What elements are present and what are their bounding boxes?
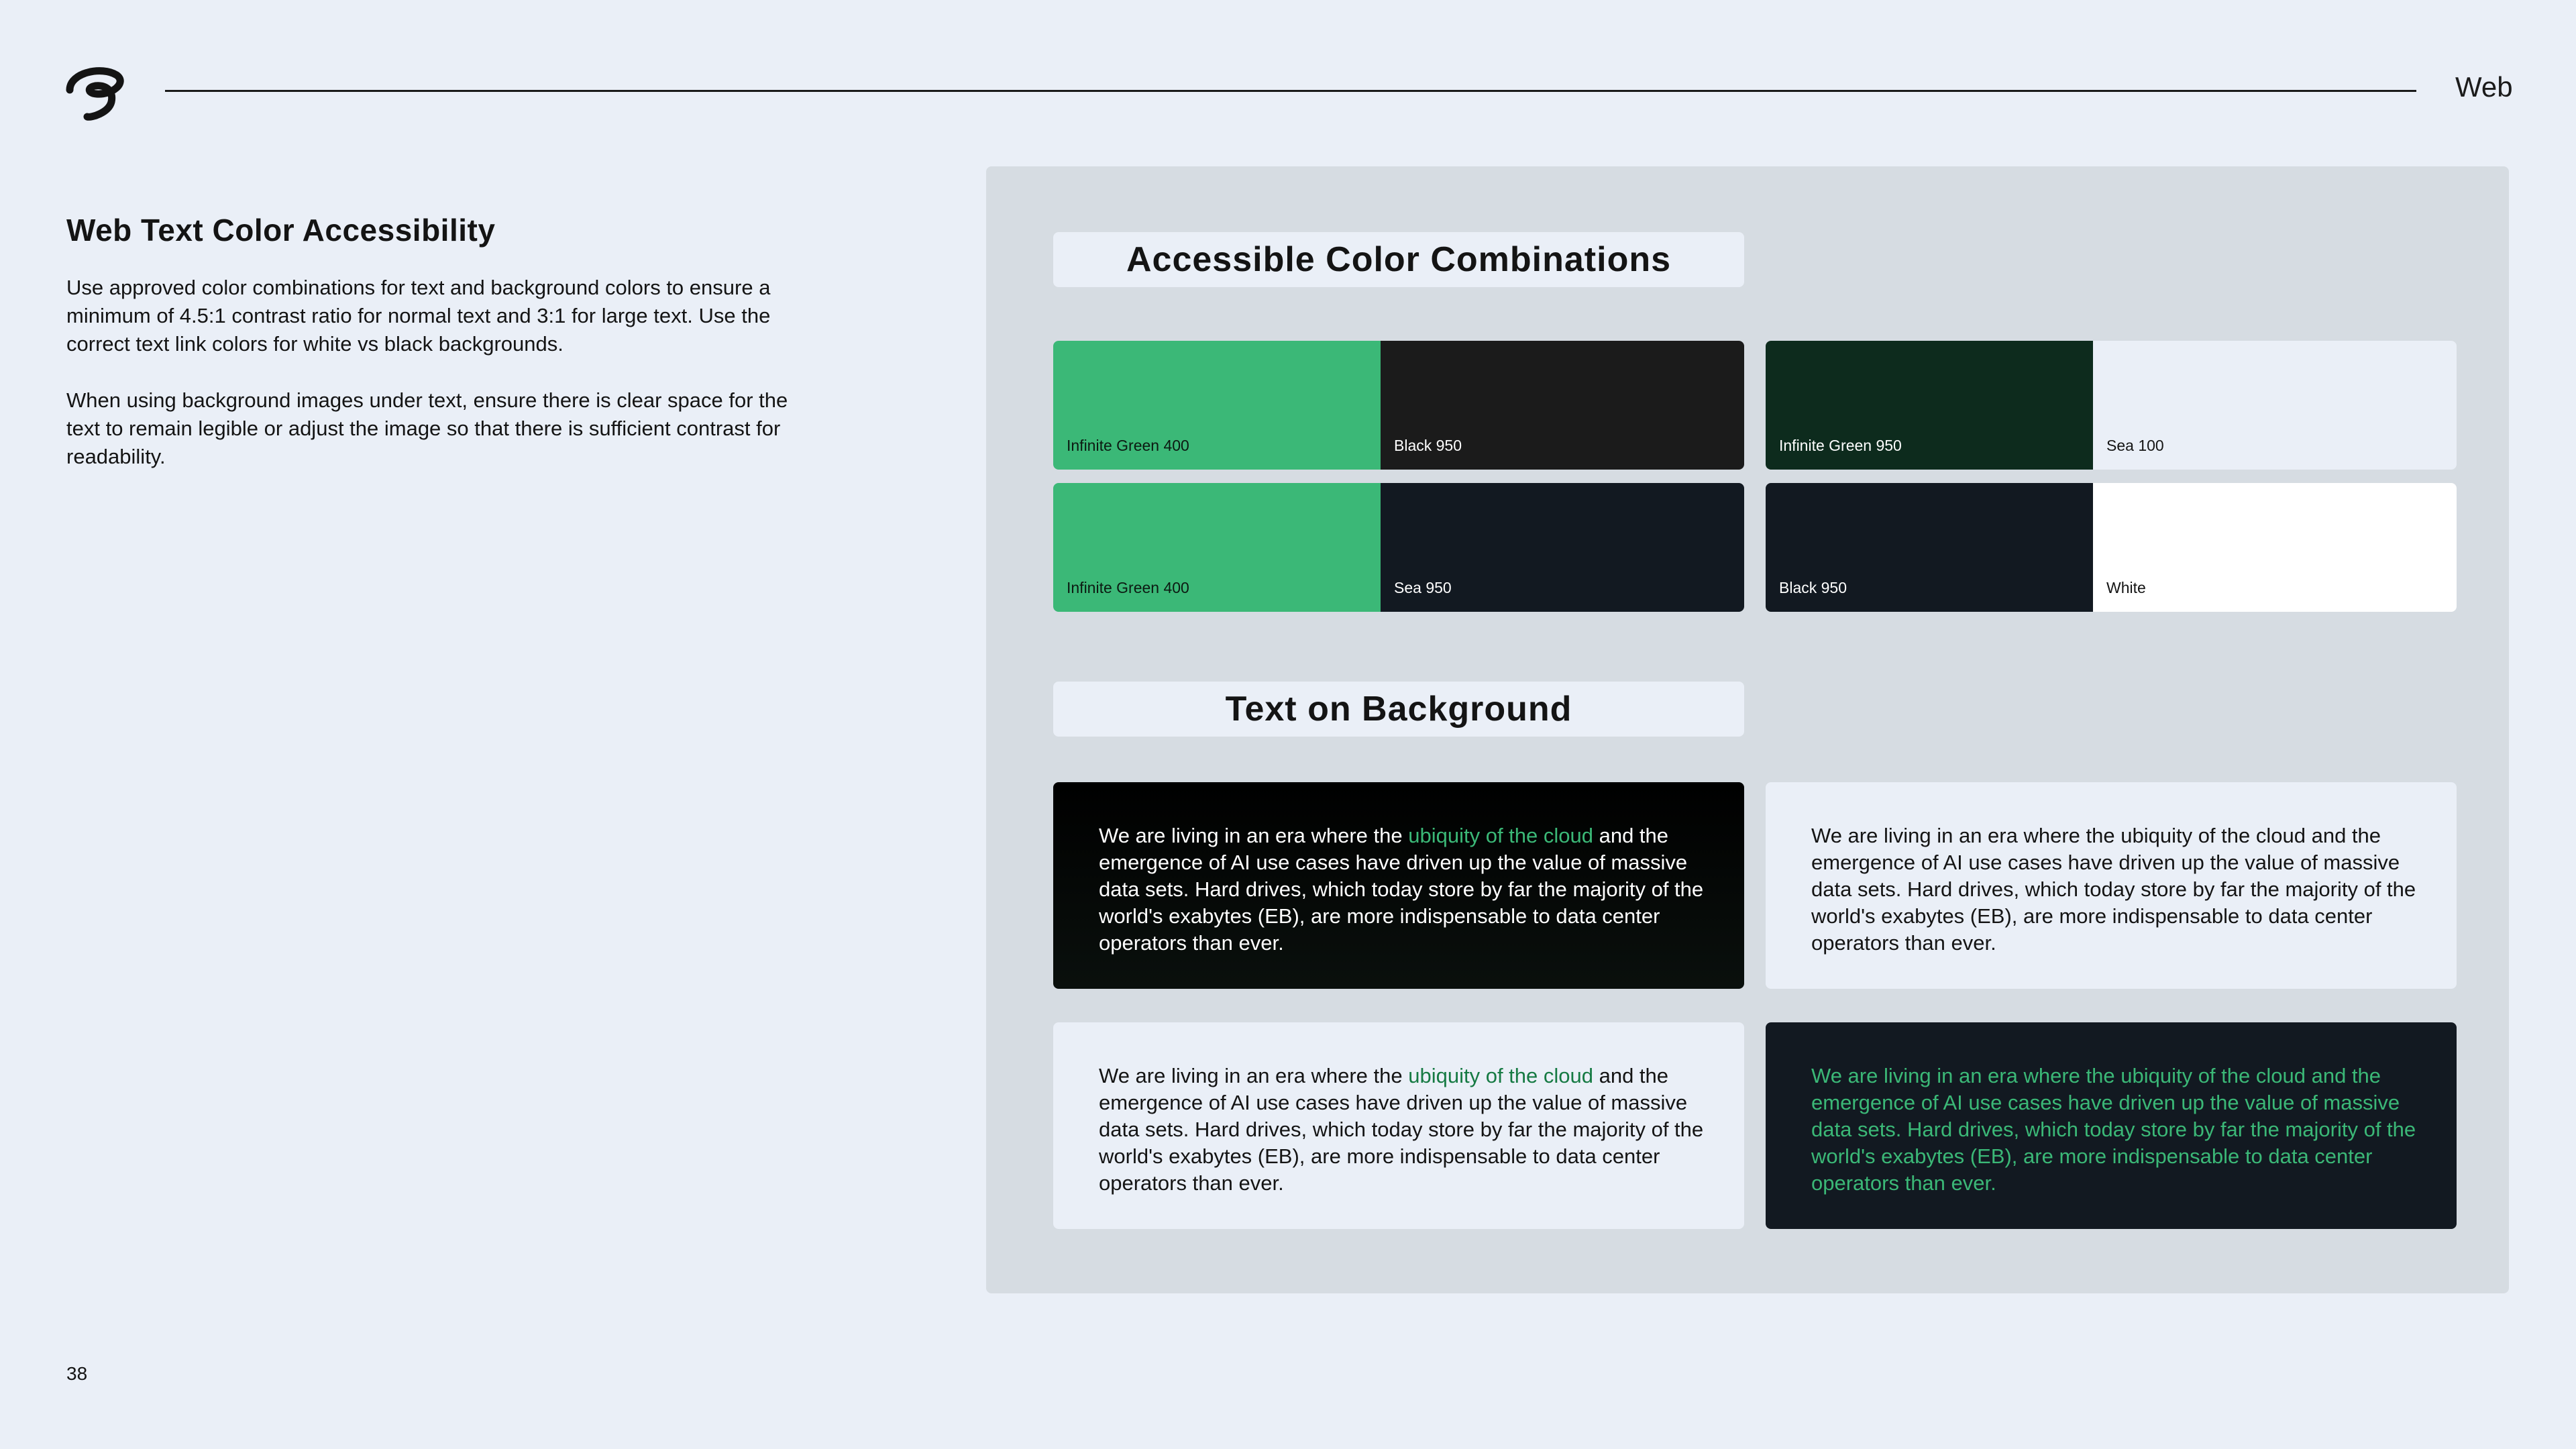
swatch-sea-100 <box>2093 341 2457 470</box>
sample-paragraph <box>1099 822 1711 957</box>
swatch-label: Infinite Green 950 <box>1779 437 1902 454</box>
swatch-label: White <box>2106 579 2146 596</box>
sample-text: We are living in an era where the <box>1099 824 1409 847</box>
swatch-pair <box>1053 483 1744 612</box>
swatch-pair <box>1766 341 2457 470</box>
text-sample-card-light-link <box>1053 1022 1744 1229</box>
swirl-logo-icon <box>64 63 129 121</box>
swatch-label: Infinite Green 400 <box>1067 579 1189 596</box>
section-label: Web <box>2455 71 2513 103</box>
swatch-black-950 <box>1381 341 1744 470</box>
swatch-sea-950 <box>1381 483 1744 612</box>
swatch-infinite-green-950 <box>1766 341 2093 470</box>
sample-paragraph: We are living in an era where the ubiquity of the cloud and the emergence of AI use cases have driven up the value of massive data sets. Hard drives, which today store by far the majority of the world's exabytes (EB), are more indispensable to data center operators than ever. <box>1811 824 2416 955</box>
swatch-label: Infinite Green 400 <box>1067 437 1189 454</box>
swatch-black-950 <box>1766 483 2093 612</box>
sample-paragraph: We are living in an era where the ubiquity of the cloud and the emergence of AI use cases have driven up the value of massive data sets. Hard drives, which today store by far the majority of the world's exabytes (EB), are more indispensable to data center operators than ever. <box>1811 1064 2416 1195</box>
text-sample-card-dark <box>1053 782 1744 989</box>
swatch-label: Black 950 <box>1779 579 1847 596</box>
text-sample-card-green-on-dark <box>1766 1022 2457 1229</box>
sample-text: and the emergence of AI use cases have driven up the value of massive data sets. Hard drives, which today store by far the majority of the world's exabytes (EB), are more indispensable to data center operators than ever. <box>1099 824 1704 955</box>
swatch-pair <box>1766 483 2457 612</box>
sample-text: and the emergence of AI use cases have driven up the value of massive data sets. Hard drives, which today store by far the majority of the world's exabytes (EB), are more indispensable to data center operators than ever. <box>1099 1064 1704 1195</box>
header-divider <box>165 90 2416 92</box>
text-sample-card-light <box>1766 782 2457 989</box>
swatch-label: Sea 100 <box>2106 437 2164 454</box>
sample-link[interactable]: ubiquity of the cloud <box>1408 1064 1593 1087</box>
swatch-infinite-green-400 <box>1053 341 1381 470</box>
combinations-heading: Accessible Color Combinations <box>1053 232 1744 287</box>
page-title: Web Text Color Accessibility <box>66 213 496 248</box>
swatch-infinite-green-400 <box>1053 483 1381 612</box>
intro-paragraph: When using background images under text, ensure there is clear space for the text to remain legible or adjust the image so that there is sufficient contrast for readability. <box>66 388 788 468</box>
sample-text: We are living in an era where the <box>1099 1064 1409 1087</box>
swatch-label: Black 950 <box>1394 437 1462 454</box>
swatch-pair <box>1053 341 1744 470</box>
swatch-label: Sea 950 <box>1394 579 1452 596</box>
sample-link[interactable]: ubiquity of the cloud <box>1408 824 1593 847</box>
swatch-white <box>2093 483 2457 612</box>
text-on-background-heading: Text on Background <box>1053 682 1744 737</box>
intro-paragraph: Use approved color combinations for text and background colors to ensure a minimum of 4.5:1 contrast ratio for normal text and 3:1 for large text. Use the correct text link colors for white vs black backgrounds. <box>66 276 771 356</box>
page-number: 38 <box>66 1363 88 1384</box>
sample-paragraph <box>1099 1063 1711 1197</box>
